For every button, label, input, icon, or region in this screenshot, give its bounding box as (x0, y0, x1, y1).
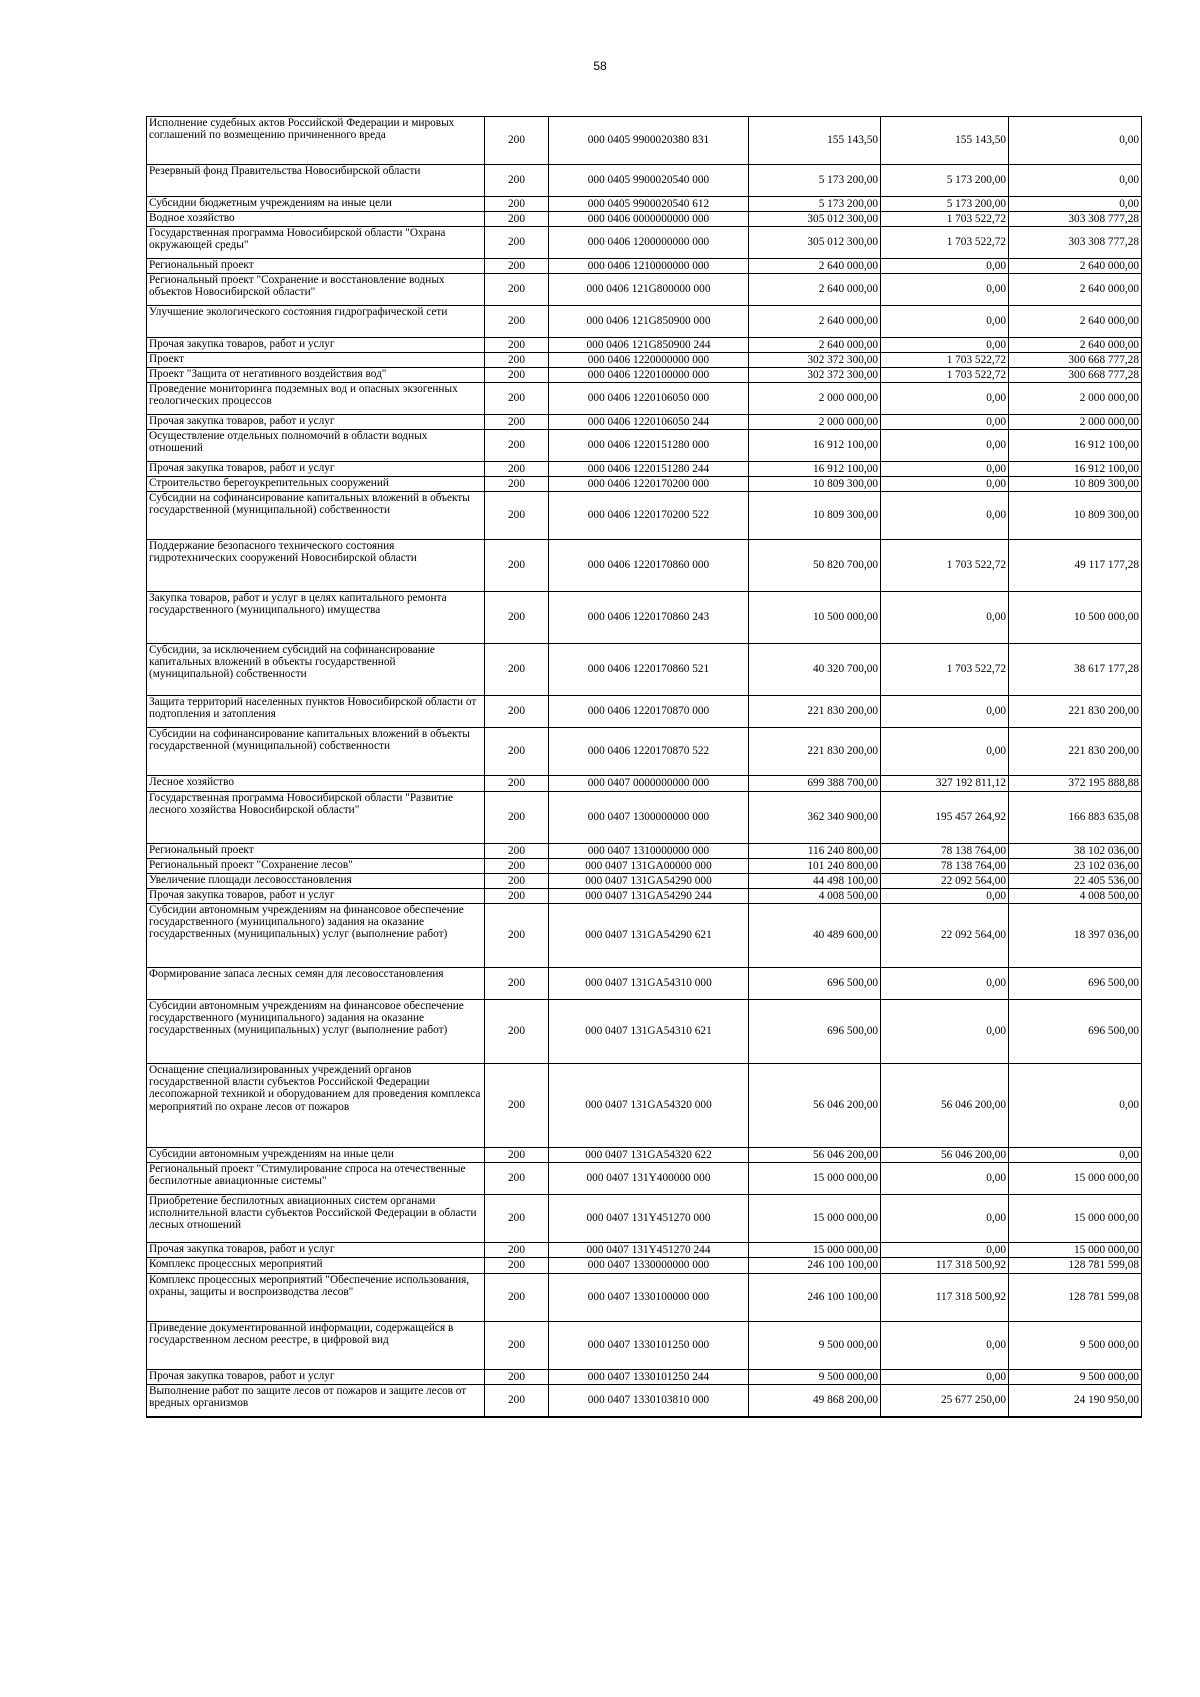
cell-unexecuted-amount: 10 809 300,00 (1009, 477, 1142, 492)
cell-unexecuted-amount: 0,00 (1009, 197, 1142, 212)
table-row (147, 776, 1142, 792)
cell-approved-amount: 49 868 200,00 (749, 1385, 881, 1417)
cell-approved-amount: 4 008 500,00 (749, 889, 881, 904)
cell-group-code: 200 (485, 844, 549, 859)
cell-unexecuted-amount: 128 781 599,08 (1009, 1274, 1142, 1322)
cell-budget-code: 000 0406 1220170200 522 (549, 492, 749, 540)
cell-approved-amount: 2 640 000,00 (749, 338, 881, 353)
cell-unexecuted-amount: 16 912 100,00 (1009, 430, 1142, 462)
cell-executed-amount: 0,00 (881, 968, 1009, 1000)
page-number: 58 (593, 59, 607, 73)
cell-approved-amount: 2 000 000,00 (749, 383, 881, 415)
table-row (147, 212, 1142, 227)
cell-approved-amount: 696 500,00 (749, 1000, 881, 1064)
cell-unexecuted-amount: 2 000 000,00 (1009, 415, 1142, 430)
cell-name: Субсидии на софинансирование капитальных вложений в объекты государственной (муниципальной) собственности (147, 728, 485, 776)
cell-budget-code: 000 0407 1330100000 000 (549, 1274, 749, 1322)
cell-group-code: 200 (485, 477, 549, 492)
cell-executed-amount: 0,00 (881, 306, 1009, 338)
cell-budget-code: 000 0407 1330101250 000 (549, 1322, 749, 1370)
cell-group-code: 200 (485, 776, 549, 792)
cell-budget-code: 000 0406 0000000000 000 (549, 212, 749, 227)
table-row (147, 889, 1142, 904)
cell-approved-amount: 10 809 300,00 (749, 492, 881, 540)
cell-group-code: 200 (485, 728, 549, 776)
cell-approved-amount: 9 500 000,00 (749, 1370, 881, 1385)
cell-executed-amount: 0,00 (881, 1322, 1009, 1370)
table-body (147, 117, 1142, 1417)
cell-unexecuted-amount: 23 102 036,00 (1009, 859, 1142, 874)
cell-group-code: 200 (485, 644, 549, 696)
cell-unexecuted-amount: 0,00 (1009, 1148, 1142, 1163)
cell-budget-code: 000 0406 1220170860 521 (549, 644, 749, 696)
cell-group-code: 200 (485, 338, 549, 353)
cell-name: Лесное хозяйство (147, 776, 485, 792)
cell-unexecuted-amount: 38 102 036,00 (1009, 844, 1142, 859)
table-row (147, 462, 1142, 477)
table-row (147, 644, 1142, 696)
cell-group-code: 200 (485, 889, 549, 904)
table-row (147, 696, 1142, 728)
cell-approved-amount: 40 320 700,00 (749, 644, 881, 696)
cell-unexecuted-amount: 38 617 177,28 (1009, 644, 1142, 696)
table-row (147, 1385, 1142, 1417)
cell-executed-amount: 0,00 (881, 462, 1009, 477)
cell-approved-amount: 246 100 100,00 (749, 1258, 881, 1274)
cell-name: Комплекс процессных мероприятий (147, 1258, 485, 1274)
cell-executed-amount: 0,00 (881, 415, 1009, 430)
cell-name: Региональный проект "Сохранение и восстановление водных объектов Новосибирской области" (147, 274, 485, 306)
table-row (147, 274, 1142, 306)
cell-executed-amount: 1 703 522,72 (881, 353, 1009, 368)
cell-budget-code: 000 0407 1330101250 244 (549, 1370, 749, 1385)
cell-unexecuted-amount: 18 397 036,00 (1009, 904, 1142, 968)
cell-approved-amount: 116 240 800,00 (749, 844, 881, 859)
cell-approved-amount: 56 046 200,00 (749, 1064, 881, 1148)
cell-budget-code: 000 0405 9900020380 831 (549, 117, 749, 165)
cell-name: Региональный проект "Стимулирование спроса на отечественные беспилотные авиационные системы" (147, 1163, 485, 1195)
cell-group-code: 200 (485, 968, 549, 1000)
cell-approved-amount: 362 340 900,00 (749, 792, 881, 844)
cell-approved-amount: 5 173 200,00 (749, 197, 881, 212)
cell-name: Проект "Защита от негативного воздействия вод" (147, 368, 485, 383)
cell-executed-amount: 0,00 (881, 728, 1009, 776)
cell-executed-amount: 22 092 564,00 (881, 904, 1009, 968)
cell-group-code: 200 (485, 383, 549, 415)
table-row (147, 165, 1142, 197)
table-row (147, 477, 1142, 492)
cell-name: Резервный фонд Правительства Новосибирской области (147, 165, 485, 197)
cell-executed-amount: 0,00 (881, 1370, 1009, 1385)
cell-name: Государственная программа Новосибирской области "Развитие лесного хозяйства Новосибирской области" (147, 792, 485, 844)
cell-executed-amount: 0,00 (881, 492, 1009, 540)
cell-approved-amount: 305 012 300,00 (749, 212, 881, 227)
cell-approved-amount: 44 498 100,00 (749, 874, 881, 889)
table-row (147, 968, 1142, 1000)
cell-budget-code: 000 0407 131GA54320 000 (549, 1064, 749, 1148)
cell-unexecuted-amount: 300 668 777,28 (1009, 368, 1142, 383)
cell-name: Субсидии, за исключением субсидий на софинансирование капитальных вложений в объекты государственной (муниципальной) собственности (147, 644, 485, 696)
cell-budget-code: 000 0407 131Y451270 244 (549, 1243, 749, 1258)
cell-budget-code: 000 0406 1220151280 000 (549, 430, 749, 462)
cell-name: Прочая закупка товаров, работ и услуг (147, 415, 485, 430)
cell-group-code: 200 (485, 1000, 549, 1064)
cell-name: Региональный проект "Сохранение лесов" (147, 859, 485, 874)
cell-name: Увеличение площади лесовосстановления (147, 874, 485, 889)
cell-budget-code: 000 0407 1310000000 000 (549, 844, 749, 859)
cell-name: Приведение документированной информации, содержащейся в государственном лесном реестре, в цифровой вид (147, 1322, 485, 1370)
cell-name: Субсидии автономным учреждениям на финансовое обеспечение государственного (муниципального) задания на оказание государственных (муниципальных) услуг (выполнение работ) (147, 1000, 485, 1064)
cell-unexecuted-amount: 696 500,00 (1009, 1000, 1142, 1064)
cell-group-code: 200 (485, 259, 549, 274)
table-row (147, 1163, 1142, 1195)
cell-approved-amount: 15 000 000,00 (749, 1243, 881, 1258)
cell-approved-amount: 16 912 100,00 (749, 462, 881, 477)
cell-unexecuted-amount: 221 830 200,00 (1009, 696, 1142, 728)
cell-executed-amount: 195 457 264,92 (881, 792, 1009, 844)
cell-name: Исполнение судебных актов Российской Федерации и мировых соглашений по возмещению причиненного вреда (147, 117, 485, 165)
cell-unexecuted-amount: 2 640 000,00 (1009, 259, 1142, 274)
cell-name: Субсидии автономным учреждениям на иные цели (147, 1148, 485, 1163)
table-row (147, 1322, 1142, 1370)
cell-unexecuted-amount: 9 500 000,00 (1009, 1322, 1142, 1370)
cell-group-code: 200 (485, 212, 549, 227)
cell-unexecuted-amount: 10 809 300,00 (1009, 492, 1142, 540)
cell-executed-amount: 1 703 522,72 (881, 212, 1009, 227)
cell-approved-amount: 2 640 000,00 (749, 306, 881, 338)
cell-group-code: 200 (485, 1195, 549, 1243)
cell-approved-amount: 2 000 000,00 (749, 415, 881, 430)
cell-unexecuted-amount: 24 190 950,00 (1009, 1385, 1142, 1417)
cell-group-code: 200 (485, 306, 549, 338)
cell-executed-amount: 0,00 (881, 259, 1009, 274)
cell-executed-amount: 25 677 250,00 (881, 1385, 1009, 1417)
cell-budget-code: 000 0407 131Y400000 000 (549, 1163, 749, 1195)
cell-approved-amount: 15 000 000,00 (749, 1195, 881, 1243)
table-row (147, 368, 1142, 383)
cell-approved-amount: 302 372 300,00 (749, 353, 881, 368)
cell-unexecuted-amount: 300 668 777,28 (1009, 353, 1142, 368)
cell-unexecuted-amount: 2 640 000,00 (1009, 274, 1142, 306)
cell-executed-amount: 0,00 (881, 430, 1009, 462)
cell-approved-amount: 101 240 800,00 (749, 859, 881, 874)
cell-executed-amount: 0,00 (881, 1163, 1009, 1195)
cell-name: Субсидии бюджетным учреждениям на иные цели (147, 197, 485, 212)
cell-group-code: 200 (485, 197, 549, 212)
table-row (147, 1258, 1142, 1274)
cell-unexecuted-amount: 2 640 000,00 (1009, 338, 1142, 353)
table-row (147, 904, 1142, 968)
cell-unexecuted-amount: 166 883 635,08 (1009, 792, 1142, 844)
table-row (147, 592, 1142, 644)
cell-approved-amount: 10 809 300,00 (749, 477, 881, 492)
cell-budget-code: 000 0406 121G850900 000 (549, 306, 749, 338)
cell-unexecuted-amount: 303 308 777,28 (1009, 212, 1142, 227)
table-row (147, 1274, 1142, 1322)
cell-name: Региональный проект (147, 844, 485, 859)
cell-approved-amount: 2 640 000,00 (749, 274, 881, 306)
cell-executed-amount: 0,00 (881, 1243, 1009, 1258)
cell-group-code: 200 (485, 415, 549, 430)
cell-group-code: 200 (485, 540, 549, 592)
cell-group-code: 200 (485, 1163, 549, 1195)
cell-executed-amount: 5 173 200,00 (881, 165, 1009, 197)
cell-name: Государственная программа Новосибирской области "Охрана окружающей среды" (147, 227, 485, 259)
cell-budget-code: 000 0406 1220170860 000 (549, 540, 749, 592)
table-row (147, 197, 1142, 212)
cell-approved-amount: 56 046 200,00 (749, 1148, 881, 1163)
cell-budget-code: 000 0406 1220170870 522 (549, 728, 749, 776)
cell-group-code: 200 (485, 117, 549, 165)
cell-unexecuted-amount: 372 195 888,88 (1009, 776, 1142, 792)
cell-unexecuted-amount: 4 008 500,00 (1009, 889, 1142, 904)
cell-approved-amount: 15 000 000,00 (749, 1163, 881, 1195)
cell-executed-amount: 0,00 (881, 274, 1009, 306)
table-row (147, 492, 1142, 540)
cell-unexecuted-amount: 10 500 000,00 (1009, 592, 1142, 644)
cell-approved-amount: 10 500 000,00 (749, 592, 881, 644)
cell-name: Приобретение беспилотных авиационных систем органами исполнительной власти субъектов Российской Федерации в области лесных отношений (147, 1195, 485, 1243)
cell-executed-amount: 56 046 200,00 (881, 1148, 1009, 1163)
cell-group-code: 200 (485, 874, 549, 889)
cell-executed-amount: 78 138 764,00 (881, 859, 1009, 874)
cell-budget-code: 000 0406 121G800000 000 (549, 274, 749, 306)
cell-approved-amount: 305 012 300,00 (749, 227, 881, 259)
table-row (147, 859, 1142, 874)
cell-name: Формирование запаса лесных семян для лесовосстановления (147, 968, 485, 1000)
cell-executed-amount: 0,00 (881, 383, 1009, 415)
cell-executed-amount: 0,00 (881, 1195, 1009, 1243)
cell-group-code: 200 (485, 274, 549, 306)
table-row (147, 430, 1142, 462)
cell-executed-amount: 1 703 522,72 (881, 227, 1009, 259)
cell-budget-code: 000 0407 131GA54290 000 (549, 874, 749, 889)
cell-approved-amount: 2 640 000,00 (749, 259, 881, 274)
cell-budget-code: 000 0407 1330000000 000 (549, 1258, 749, 1274)
cell-group-code: 200 (485, 1370, 549, 1385)
cell-unexecuted-amount: 49 117 177,28 (1009, 540, 1142, 592)
cell-name: Улучшение экологического состояния гидрографической сети (147, 306, 485, 338)
cell-budget-code: 000 0406 1220170200 000 (549, 477, 749, 492)
cell-budget-code: 000 0406 1220100000 000 (549, 368, 749, 383)
cell-unexecuted-amount: 696 500,00 (1009, 968, 1142, 1000)
cell-name: Комплекс процессных мероприятий "Обеспечение использования, охраны, защиты и воспроизводства лесов" (147, 1274, 485, 1322)
cell-budget-code: 000 0407 131Y451270 000 (549, 1195, 749, 1243)
cell-name: Прочая закупка товаров, работ и услуг (147, 889, 485, 904)
table-row (147, 415, 1142, 430)
cell-executed-amount: 0,00 (881, 338, 1009, 353)
table-row (147, 117, 1142, 165)
cell-budget-code: 000 0405 9900020540 000 (549, 165, 749, 197)
table-row (147, 792, 1142, 844)
table-row (147, 259, 1142, 274)
cell-executed-amount: 5 173 200,00 (881, 197, 1009, 212)
cell-budget-code: 000 0407 0000000000 000 (549, 776, 749, 792)
cell-group-code: 200 (485, 165, 549, 197)
cell-executed-amount: 0,00 (881, 477, 1009, 492)
cell-unexecuted-amount: 128 781 599,08 (1009, 1258, 1142, 1274)
cell-approved-amount: 221 830 200,00 (749, 728, 881, 776)
table-row (147, 1243, 1142, 1258)
cell-approved-amount: 696 500,00 (749, 968, 881, 1000)
cell-name: Субсидии на софинансирование капитальных вложений в объекты государственной (муниципальной) собственности (147, 492, 485, 540)
cell-approved-amount: 50 820 700,00 (749, 540, 881, 592)
cell-approved-amount: 9 500 000,00 (749, 1322, 881, 1370)
table-row (147, 227, 1142, 259)
cell-group-code: 200 (485, 1274, 549, 1322)
cell-executed-amount: 327 192 811,12 (881, 776, 1009, 792)
cell-name: Региональный проект (147, 259, 485, 274)
cell-unexecuted-amount: 0,00 (1009, 1064, 1142, 1148)
cell-group-code: 200 (485, 1258, 549, 1274)
cell-name: Прочая закупка товаров, работ и услуг (147, 1243, 485, 1258)
cell-approved-amount: 699 388 700,00 (749, 776, 881, 792)
cell-approved-amount: 302 372 300,00 (749, 368, 881, 383)
cell-unexecuted-amount: 15 000 000,00 (1009, 1243, 1142, 1258)
table-row (147, 1064, 1142, 1148)
cell-unexecuted-amount: 303 308 777,28 (1009, 227, 1142, 259)
cell-unexecuted-amount: 2 000 000,00 (1009, 383, 1142, 415)
table-row (147, 306, 1142, 338)
cell-group-code: 200 (485, 592, 549, 644)
table-row (147, 728, 1142, 776)
cell-group-code: 200 (485, 492, 549, 540)
cell-name: Выполнение работ по защите лесов от пожаров и защите лесов от вредных организмов (147, 1385, 485, 1417)
cell-executed-amount: 1 703 522,72 (881, 368, 1009, 383)
cell-executed-amount: 117 318 500,92 (881, 1274, 1009, 1322)
cell-name: Строительство берегоукрепительных сооружений (147, 477, 485, 492)
cell-executed-amount: 0,00 (881, 889, 1009, 904)
table-row (147, 1148, 1142, 1163)
cell-budget-code: 000 0406 1220151280 244 (549, 462, 749, 477)
cell-unexecuted-amount: 15 000 000,00 (1009, 1195, 1142, 1243)
cell-group-code: 200 (485, 430, 549, 462)
cell-budget-code: 000 0407 1300000000 000 (549, 792, 749, 844)
cell-group-code: 200 (485, 1064, 549, 1148)
table-row (147, 383, 1142, 415)
cell-group-code: 200 (485, 1322, 549, 1370)
cell-name: Прочая закупка товаров, работ и услуг (147, 462, 485, 477)
cell-approved-amount: 5 173 200,00 (749, 165, 881, 197)
cell-budget-code: 000 0405 9900020540 612 (549, 197, 749, 212)
cell-approved-amount: 16 912 100,00 (749, 430, 881, 462)
cell-budget-code: 000 0406 1220106050 000 (549, 383, 749, 415)
cell-budget-code: 000 0407 131GA54290 244 (549, 889, 749, 904)
cell-budget-code: 000 0407 131GA00000 000 (549, 859, 749, 874)
cell-group-code: 200 (485, 1148, 549, 1163)
cell-budget-code: 000 0406 1220170870 000 (549, 696, 749, 728)
cell-group-code: 200 (485, 1385, 549, 1417)
table-row (147, 540, 1142, 592)
cell-unexecuted-amount: 15 000 000,00 (1009, 1163, 1142, 1195)
cell-name: Поддержание безопасного технического состояния гидротехнических сооружений Новосибирской области (147, 540, 485, 592)
cell-executed-amount: 0,00 (881, 1000, 1009, 1064)
cell-name: Оснащение специализированных учреждений органов государственной власти субъектов Российской Федерации лесопожарной техникой и оборудованием для проведения комплекса мероприятий по охране лесов от пожаров (147, 1064, 485, 1148)
cell-budget-code: 000 0407 131GA54310 000 (549, 968, 749, 1000)
table-row (147, 874, 1142, 889)
cell-executed-amount: 78 138 764,00 (881, 844, 1009, 859)
cell-approved-amount: 155 143,50 (749, 117, 881, 165)
cell-group-code: 200 (485, 368, 549, 383)
cell-budget-code: 000 0407 131GA54310 621 (549, 1000, 749, 1064)
cell-group-code: 200 (485, 353, 549, 368)
cell-executed-amount: 1 703 522,72 (881, 540, 1009, 592)
cell-budget-code: 000 0406 1210000000 000 (549, 259, 749, 274)
cell-group-code: 200 (485, 904, 549, 968)
cell-unexecuted-amount: 2 640 000,00 (1009, 306, 1142, 338)
cell-name: Закупка товаров, работ и услуг в целях капитального ремонта государственного (муниципального) имущества (147, 592, 485, 644)
cell-name: Проведение мониторинга подземных вод и опасных экзогенных геологических процессов (147, 383, 485, 415)
cell-unexecuted-amount: 9 500 000,00 (1009, 1370, 1142, 1385)
cell-unexecuted-amount: 221 830 200,00 (1009, 728, 1142, 776)
cell-budget-code: 000 0406 1220000000 000 (549, 353, 749, 368)
cell-executed-amount: 117 318 500,92 (881, 1258, 1009, 1274)
cell-group-code: 200 (485, 227, 549, 259)
cell-budget-code: 000 0406 1200000000 000 (549, 227, 749, 259)
cell-name: Защита территорий населенных пунктов Новосибирской области от подтопления и затопления (147, 696, 485, 728)
cell-executed-amount: 0,00 (881, 696, 1009, 728)
cell-approved-amount: 221 830 200,00 (749, 696, 881, 728)
cell-name: Прочая закупка товаров, работ и услуг (147, 338, 485, 353)
cell-unexecuted-amount: 22 405 536,00 (1009, 874, 1142, 889)
cell-budget-code: 000 0407 1330103810 000 (549, 1385, 749, 1417)
cell-group-code: 200 (485, 792, 549, 844)
cell-executed-amount: 22 092 564,00 (881, 874, 1009, 889)
cell-executed-amount: 56 046 200,00 (881, 1064, 1009, 1148)
cell-unexecuted-amount: 0,00 (1009, 165, 1142, 197)
cell-group-code: 200 (485, 462, 549, 477)
cell-budget-code: 000 0406 1220170860 243 (549, 592, 749, 644)
cell-unexecuted-amount: 16 912 100,00 (1009, 462, 1142, 477)
cell-executed-amount: 155 143,50 (881, 117, 1009, 165)
cell-approved-amount: 246 100 100,00 (749, 1274, 881, 1322)
table-row (147, 844, 1142, 859)
budget-execution-table (146, 116, 1142, 1418)
cell-unexecuted-amount: 0,00 (1009, 117, 1142, 165)
cell-name: Проект (147, 353, 485, 368)
cell-budget-code: 000 0406 1220106050 244 (549, 415, 749, 430)
cell-group-code: 200 (485, 1243, 549, 1258)
cell-budget-code: 000 0406 121G850900 244 (549, 338, 749, 353)
cell-name: Водное хозяйство (147, 212, 485, 227)
cell-budget-code: 000 0407 131GA54320 622 (549, 1148, 749, 1163)
cell-group-code: 200 (485, 859, 549, 874)
table-row (147, 1195, 1142, 1243)
cell-approved-amount: 40 489 600,00 (749, 904, 881, 968)
cell-name: Субсидии автономным учреждениям на финансовое обеспечение государственного (муниципального) задания на оказание государственных (муниципальных) услуг (выполнение работ) (147, 904, 485, 968)
table-row (147, 1000, 1142, 1064)
table-row (147, 338, 1142, 353)
cell-group-code: 200 (485, 696, 549, 728)
cell-executed-amount: 1 703 522,72 (881, 644, 1009, 696)
table-row (147, 1370, 1142, 1385)
cell-name: Прочая закупка товаров, работ и услуг (147, 1370, 485, 1385)
cell-executed-amount: 0,00 (881, 592, 1009, 644)
cell-name: Осуществление отдельных полномочий в области водных отношений (147, 430, 485, 462)
cell-budget-code: 000 0407 131GA54290 621 (549, 904, 749, 968)
table-row (147, 353, 1142, 368)
